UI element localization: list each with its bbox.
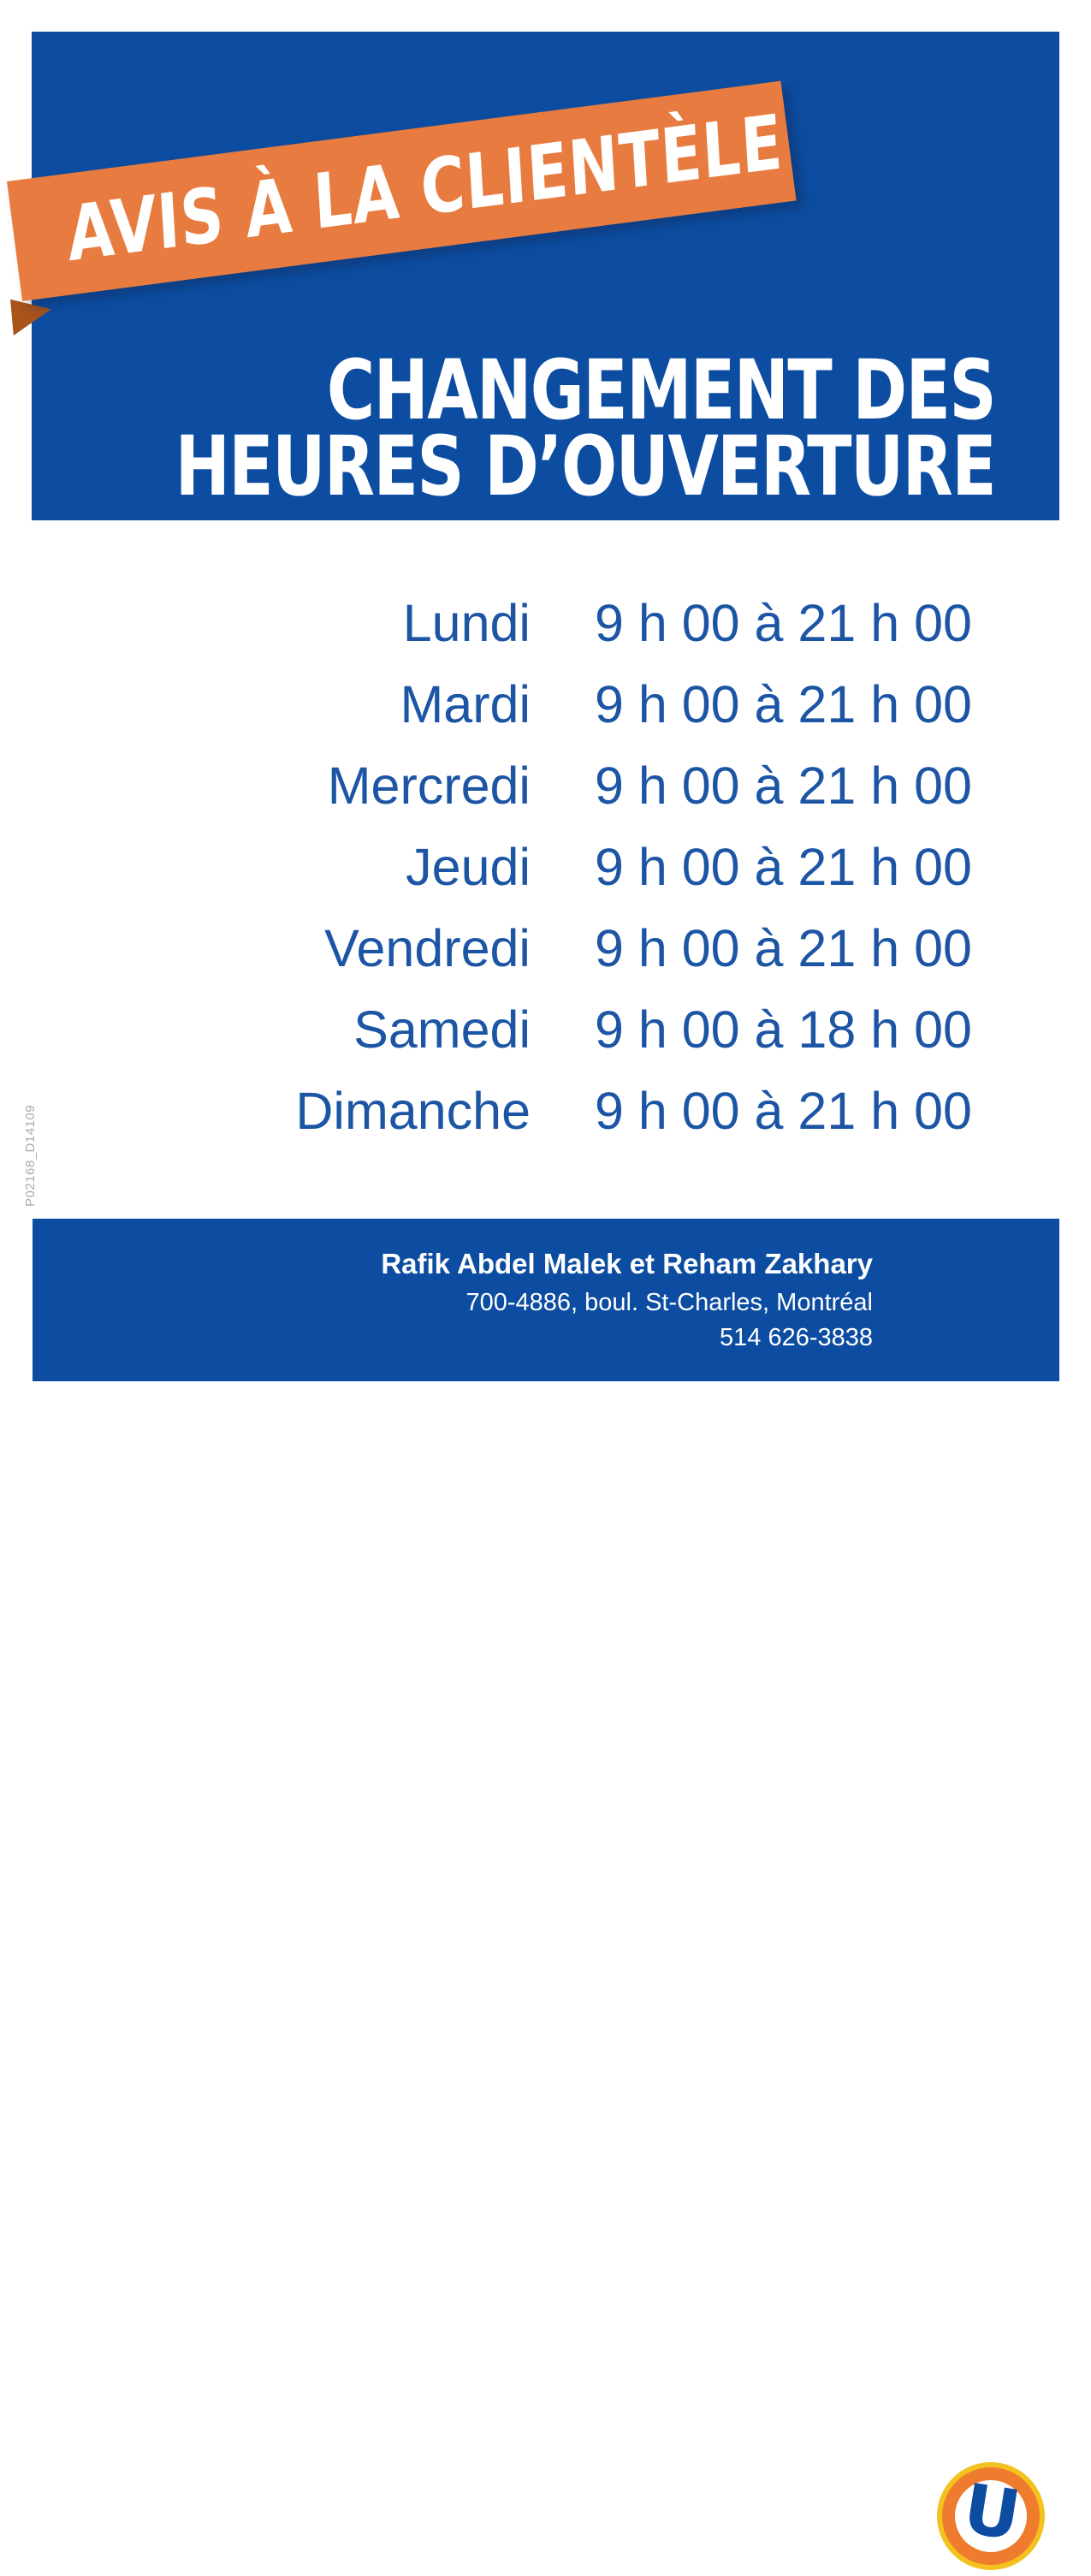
logo-yellow-ring — [937, 2462, 1045, 2570]
footer-block — [33, 1219, 1059, 2556]
uniprix-logo — [931, 2456, 1051, 2576]
schedule-row — [193, 1070, 972, 1151]
footer-contact — [381, 1248, 873, 1352]
day-label: Lundi — [402, 593, 531, 652]
day-label: Vendredi — [324, 918, 531, 977]
print-code: P02168_D14109 — [23, 1104, 38, 1207]
hours-value: 9 h 00 à 18 h 00 — [595, 1000, 972, 1059]
hours-value: 9 h 00 à 21 h 00 — [595, 674, 972, 733]
hours-value: 9 h 00 à 21 h 00 — [595, 1081, 972, 1140]
title-line-2: HEURES D’OUVERTURE — [175, 418, 995, 514]
logo-outer-ring — [931, 2456, 1051, 2576]
title-line-1: CHANGEMENT DES — [326, 342, 995, 438]
phone-line: 514 626-3838 — [720, 1324, 873, 1351]
logo-u-letter: U — [958, 2468, 1026, 2556]
page-title — [175, 342, 995, 514]
hours-schedule — [193, 582, 972, 1151]
logo-white-disc — [955, 2468, 1027, 2556]
owners-line: Rafik Abdel Malek et Reham Zakhary — [381, 1248, 873, 1279]
schedule-row — [193, 745, 972, 826]
address-line: 700-4886, boul. St-Charles, Montréal — [465, 1289, 873, 1316]
day-label: Jeudi — [406, 837, 531, 896]
notice-ribbon-label: AVIS À LA CLIENTÈLE — [64, 97, 786, 279]
schedule-row — [193, 907, 972, 988]
schedule-row — [193, 582, 972, 663]
hours-value: 9 h 00 à 21 h 00 — [595, 837, 972, 896]
day-label: Mardi — [400, 674, 531, 733]
hours-value: 9 h 00 à 21 h 00 — [595, 756, 972, 815]
hours-value: 9 h 00 à 21 h 00 — [595, 918, 972, 977]
schedule-row — [193, 988, 972, 1070]
schedule-row — [193, 826, 972, 907]
schedule-row — [193, 663, 972, 745]
day-label: Samedi — [353, 1000, 531, 1059]
day-label: Dimanche — [295, 1081, 531, 1140]
hours-value: 9 h 00 à 21 h 00 — [595, 593, 972, 652]
logo-orange-ring — [942, 2467, 1040, 2565]
day-label: Mercredi — [327, 756, 531, 815]
